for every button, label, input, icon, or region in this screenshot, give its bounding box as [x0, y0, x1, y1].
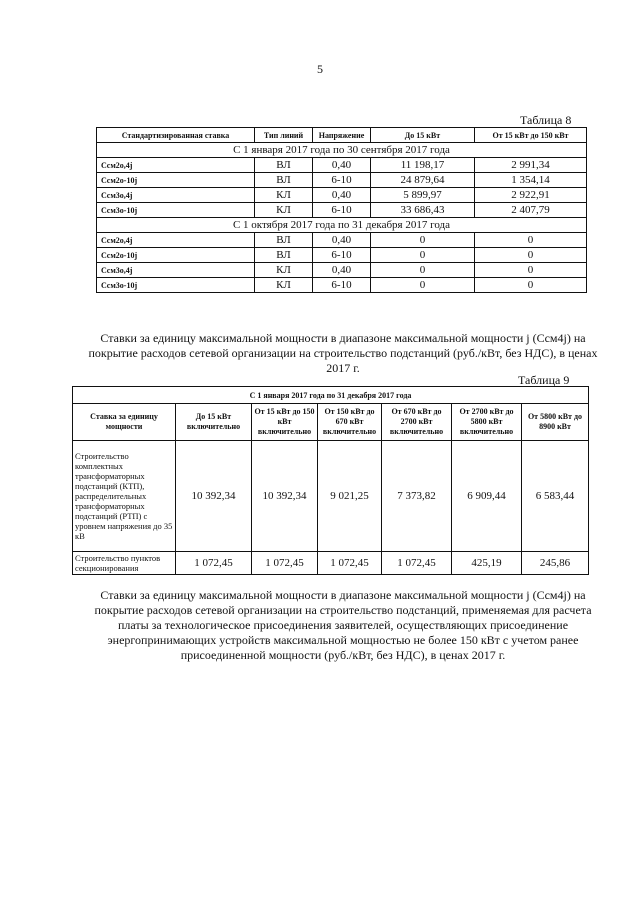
table9-header: От 5800 кВт до 8900 кВт	[522, 404, 589, 441]
table-cell: Cсм3о-10j	[97, 278, 255, 293]
table-row	[97, 203, 587, 218]
table8-header: До 15 кВт	[371, 128, 475, 143]
table9-header: От 670 кВт до 2700 кВт включительно	[382, 404, 452, 441]
table-cell: 0	[475, 278, 587, 293]
table-cell: 1 072,45	[382, 552, 452, 575]
table8-period-row	[97, 218, 587, 233]
table-cell: 6-10	[313, 248, 371, 263]
table-cell: Cсм2о-10j	[97, 173, 255, 188]
table8-period-row	[97, 143, 587, 158]
table9-header: От 2700 кВт до 5800 кВт включительно	[452, 404, 522, 441]
table8-header: Тип линий	[255, 128, 313, 143]
table-row	[97, 173, 587, 188]
table-cell: 425,19	[452, 552, 522, 575]
table-cell: 1 072,45	[318, 552, 382, 575]
table-cell: 7 373,82	[382, 441, 452, 552]
table-row	[97, 278, 587, 293]
table-cell: 2 991,34	[475, 158, 587, 173]
table8-header: Напряжение	[313, 128, 371, 143]
table9-header: Ставка за единицу мощности	[73, 404, 176, 441]
heading-substations: Ставки за единицу максимальной мощности в диапазоне максимальной мощности j (Cсм4j) на покрытие расходов сетевой организации на строительство подстанций (руб./кВт, без НДС), в ценах 2017 г.	[88, 331, 598, 375]
table-cell: 6 909,44	[452, 441, 522, 552]
table9-header-row	[73, 404, 589, 441]
table-cell: 0	[371, 248, 475, 263]
table8-period: С 1 января 2017 года по 30 сентября 2017 года	[97, 143, 587, 158]
table-cell: 11 198,17	[371, 158, 475, 173]
table-row	[73, 441, 589, 552]
table-cell: 9 021,25	[318, 441, 382, 552]
table-cell: 24 879,64	[371, 173, 475, 188]
table-cell: 10 392,34	[252, 441, 318, 552]
table-row	[97, 263, 587, 278]
table-cell: 5 899,97	[371, 188, 475, 203]
table-cell: Cсм3о-10j	[97, 203, 255, 218]
table-cell: 0,40	[313, 188, 371, 203]
table9-caption: Таблица 9	[518, 373, 570, 387]
table-cell: ВЛ	[255, 233, 313, 248]
table-row	[97, 248, 587, 263]
table-cell: 6 583,44	[522, 441, 589, 552]
table-row	[97, 188, 587, 203]
table-cell: 0	[475, 233, 587, 248]
heading-substations-150kw: Ставки за единицу максимальной мощности в диапазоне максимальной мощности j (Cсм4j) на покрытие расходов сетевой организации на строительство подстанций, применяемая для расчета платы за технологическое присоединения заявителей, осуществляющих присоединение энергопринимающих устройств максимальной мощностью не более 150 кВт с учетом ранее присоединенной мощности (руб./кВт, без НДС), в ценах 2017 г.	[94, 588, 592, 662]
table-cell: Строительство комплектных трансформаторных подстанций (КТП), распределительных трансформаторных подстанций (РТП) с уровнем напряжения до 35 кВ	[73, 441, 176, 552]
page-number: 5	[317, 62, 323, 76]
table8-header: Стандартизированная ставка	[97, 128, 255, 143]
table-cell: 6-10	[313, 203, 371, 218]
table9-period-row	[73, 387, 589, 404]
table-cell: 33 686,43	[371, 203, 475, 218]
table-cell: Cсм3о,4j	[97, 188, 255, 203]
table-cell: 10 392,34	[176, 441, 252, 552]
table-cell: 0,40	[313, 263, 371, 278]
table-row	[73, 552, 589, 575]
table9-header: До 15 кВт включительно	[176, 404, 252, 441]
table-cell: Cсм2о-10j	[97, 248, 255, 263]
table-cell: ВЛ	[255, 173, 313, 188]
table-row	[97, 233, 587, 248]
table-cell: 2 407,79	[475, 203, 587, 218]
table-cell: 0,40	[313, 158, 371, 173]
table-cell: КЛ	[255, 203, 313, 218]
table-cell: 6-10	[313, 278, 371, 293]
table-cell: Cсм2о,4j	[97, 158, 255, 173]
table-cell: КЛ	[255, 188, 313, 203]
table9-header: От 150 кВт до 670 кВт включительно	[318, 404, 382, 441]
table-cell: 0	[475, 263, 587, 278]
table-cell: 0,40	[313, 233, 371, 248]
table-cell: 0	[475, 248, 587, 263]
table8	[96, 127, 587, 293]
table8-header: От 15 кВт до 150 кВт	[475, 128, 587, 143]
table-cell: ВЛ	[255, 248, 313, 263]
table-cell: 1 072,45	[252, 552, 318, 575]
table-cell: 245,86	[522, 552, 589, 575]
table8-header-row	[97, 128, 587, 143]
table-cell: 2 922,91	[475, 188, 587, 203]
table-cell: Cсм2о,4j	[97, 233, 255, 248]
table8-caption: Таблица 8	[520, 113, 572, 127]
table-cell: 1 354,14	[475, 173, 587, 188]
table-cell: 0	[371, 278, 475, 293]
table-cell: 1 072,45	[176, 552, 252, 575]
table9-header: От 15 кВт до 150 кВт включительно	[252, 404, 318, 441]
table-cell: 0	[371, 233, 475, 248]
table9	[72, 386, 589, 575]
table-cell: Строительство пунктов секционирования	[73, 552, 176, 575]
table9-period: С 1 января 2017 года по 31 декабря 2017 года	[73, 387, 589, 404]
table8-period: С 1 октября 2017 года по 31 декабря 2017 года	[97, 218, 587, 233]
table-cell: КЛ	[255, 263, 313, 278]
table-cell: 6-10	[313, 173, 371, 188]
table-row	[97, 158, 587, 173]
table-cell: КЛ	[255, 278, 313, 293]
table-cell: ВЛ	[255, 158, 313, 173]
table-cell: 0	[371, 263, 475, 278]
table-cell: Cсм3о,4j	[97, 263, 255, 278]
